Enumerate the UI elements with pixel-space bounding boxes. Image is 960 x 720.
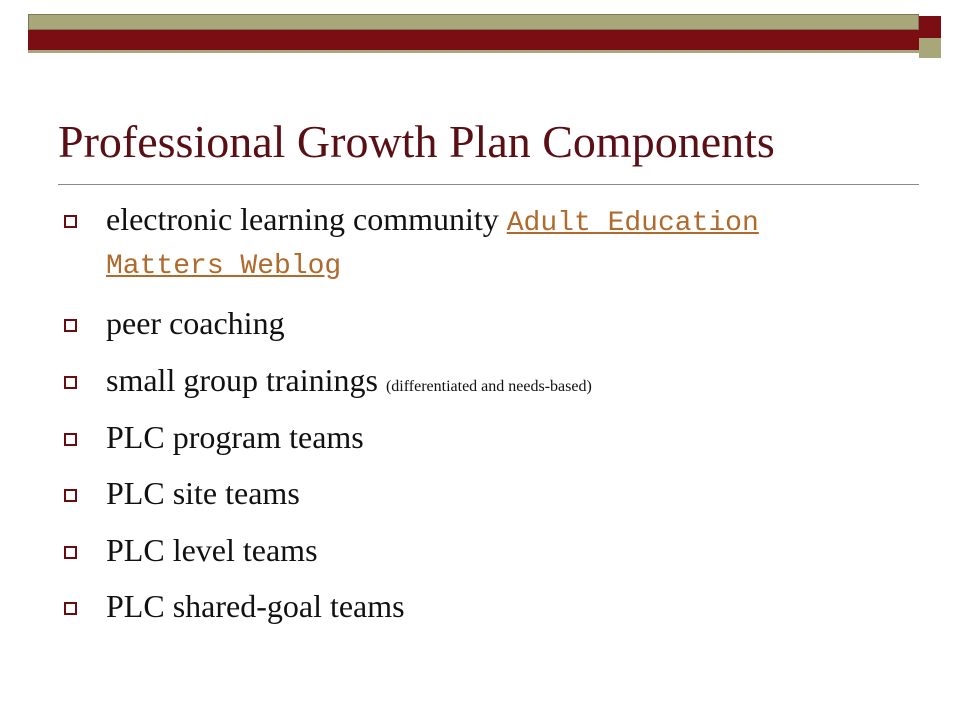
- hollow-square-icon: [64, 376, 77, 389]
- bullet-text: PLC site teams: [106, 475, 300, 511]
- slide-title: Professional Growth Plan Components: [58, 116, 775, 167]
- header-bar-olive: [28, 14, 919, 30]
- title-divider: [58, 184, 919, 185]
- bullet-text: PLC level teams: [106, 532, 318, 568]
- bullet-text: PLC shared-goal teams: [106, 588, 405, 624]
- hollow-square-icon: [64, 489, 77, 502]
- bullet-text: small group trainings: [106, 362, 386, 398]
- bullet-text: PLC program teams: [106, 419, 364, 455]
- header-bar-olive-thin: [28, 50, 919, 53]
- bullet-note: (differentiated and needs-based): [385, 378, 592, 395]
- hollow-square-icon: [64, 319, 77, 332]
- hollow-square-icon: [64, 546, 77, 559]
- hollow-square-icon: [64, 602, 77, 615]
- corner-block-maroon: [919, 16, 941, 38]
- bullet-text: peer coaching: [106, 305, 285, 341]
- hollow-square-icon: [64, 215, 77, 228]
- weblog-link[interactable]: Adult Education Matters Weblog: [106, 208, 759, 282]
- bullet-text: electronic learning community: [106, 201, 507, 237]
- hollow-square-icon: [64, 433, 77, 446]
- header-bar-maroon: [28, 30, 919, 50]
- corner-block-olive: [919, 38, 941, 58]
